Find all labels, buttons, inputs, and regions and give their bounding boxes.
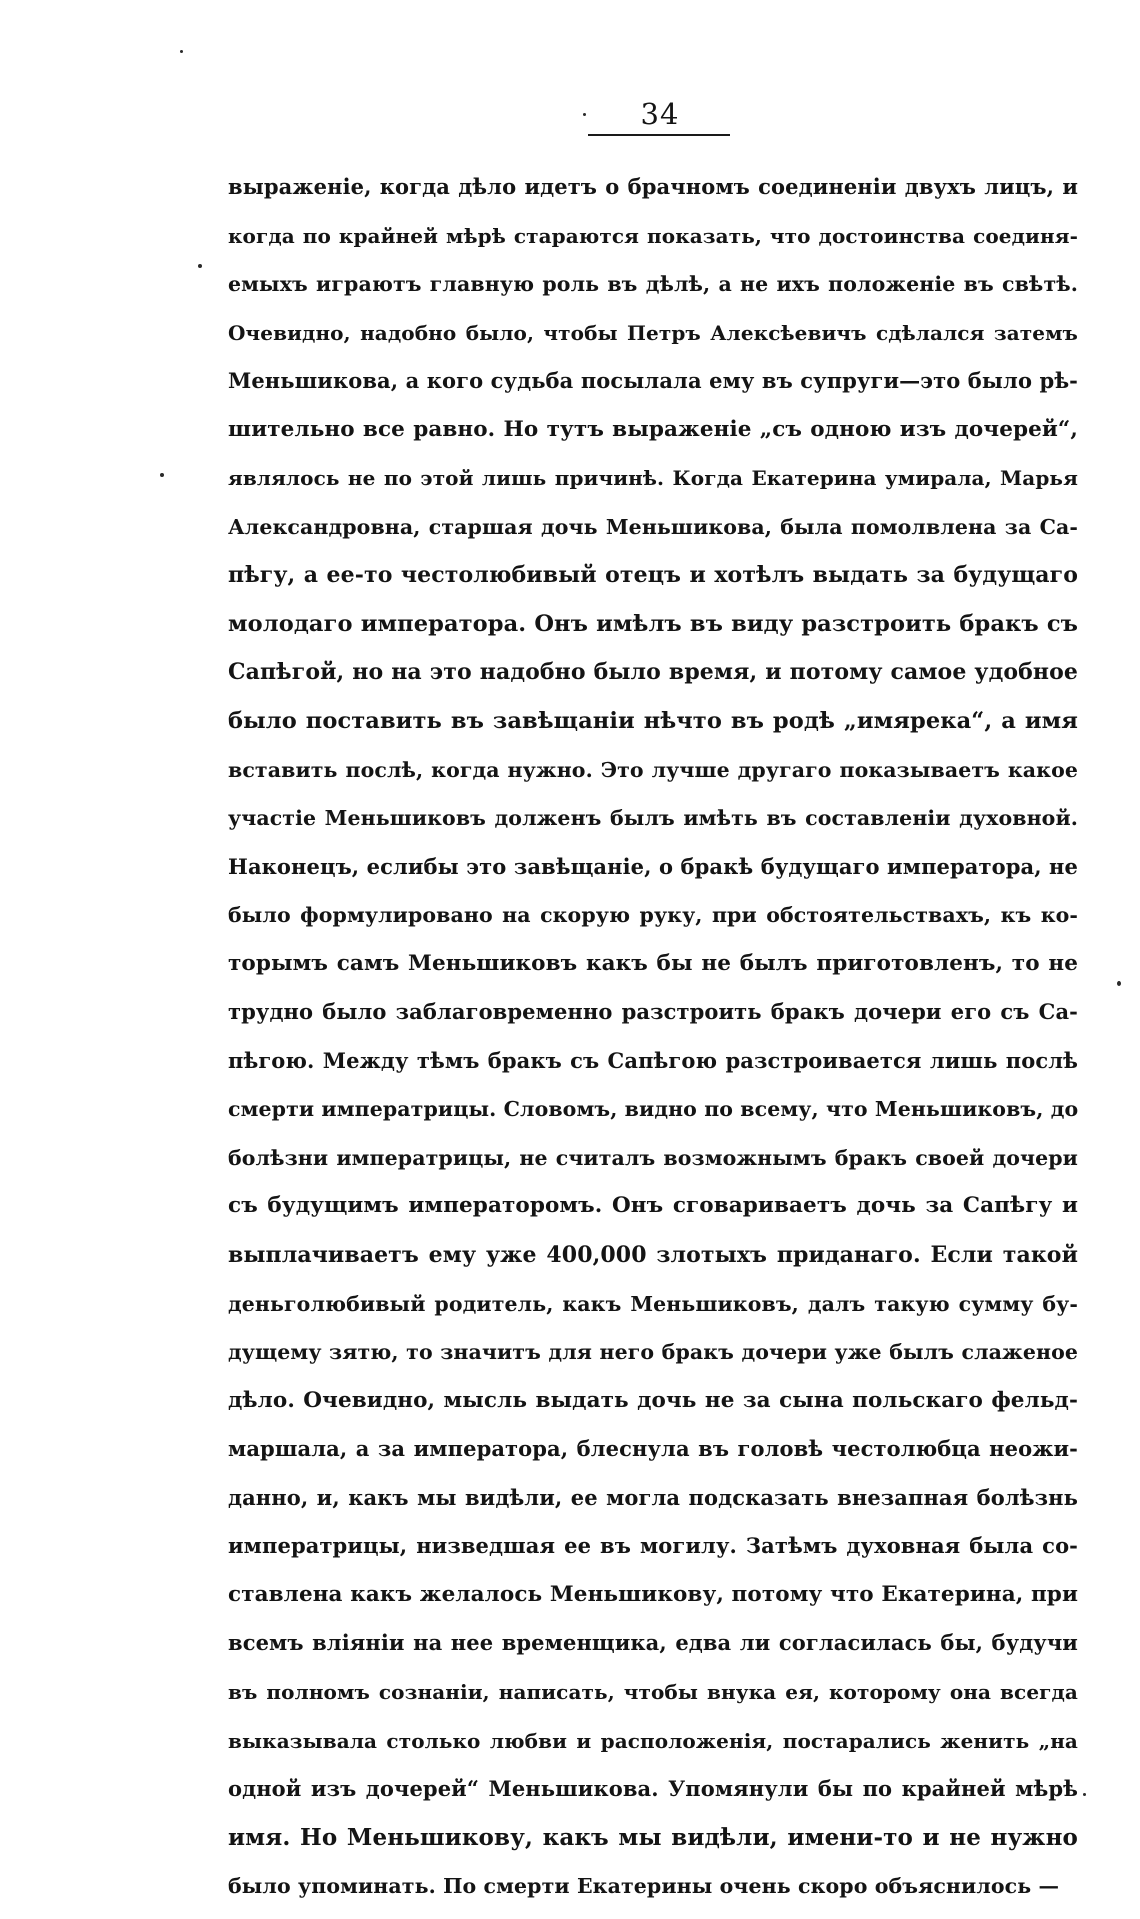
text-line: данно, и, какъ мы видѣли, ее могла подсказать внезапная болѣзнь xyxy=(228,1484,1078,1510)
text-line: дущему зятю, то значитъ для него бракъ дочери уже былъ слаженое xyxy=(228,1340,1078,1365)
text-line: молодаго императора. Онъ имѣлъ въ виду разстроить бракъ съ xyxy=(228,610,1078,637)
text-line: императрицы, низведшая ее въ могилу. Затѣмъ духовная была со- xyxy=(228,1533,1078,1559)
scan-speck xyxy=(1117,981,1121,986)
text-line: маршала, а за императора, блеснула въ головѣ честолюбца неожи- xyxy=(228,1436,1078,1462)
scan-speck xyxy=(583,113,586,116)
text-line: одной изъ дочерей“ Меньшикова. Упомянули бы по крайней мѣрѣ xyxy=(228,1776,1078,1802)
text-line: когда по крайней мѣрѣ стараются показать, что достоинства соединя- xyxy=(228,223,1078,248)
text-line: всемъ вліяніи на нее временщика, едва ли согласилась бы, будучи xyxy=(228,1630,1078,1656)
text-line: Александровна, старшая дочь Меньшикова, была помолвлена за Са- xyxy=(228,514,1078,539)
text-line: было упоминать. По смерти Екатерины очень скоро объяснилось — xyxy=(228,1874,1060,1899)
text-line: дѣло. Очевидно, мысль выдать дочь не за сына польскаго фельд- xyxy=(228,1387,1078,1413)
scan-speck xyxy=(198,264,202,268)
text-line: вставить послѣ, когда нужно. Это лучше другаго показываетъ какое xyxy=(228,757,1078,782)
text-line: ставлена какъ желалось Меньшикову, потому что Екатерина, при xyxy=(228,1581,1078,1607)
text-line: трудно было заблаговременно разстроить бракъ дочери его съ Са- xyxy=(228,999,1078,1025)
text-line: торымъ самъ Меньшиковъ какъ бы не былъ приготовленъ, то не xyxy=(228,950,1078,976)
text-line: деньголюбивый родитель, какъ Меньшиковъ, далъ такую сумму бу- xyxy=(228,1291,1078,1316)
text-line: Наконецъ, еслибы это завѣщаніе, о бракѣ будущаго императора, не xyxy=(228,853,1078,879)
scan-speck xyxy=(160,473,164,477)
text-line: являлось не по этой лишь причинѣ. Когда Екатерина умирала, Марья xyxy=(228,466,1078,491)
header-rule xyxy=(588,134,730,136)
text-line: шительно все равно. Но тутъ выраженіе „съ одною изъ дочерей“, xyxy=(228,416,1078,442)
text-line: пѣгу, а ее-то честолюбивый отецъ и хотѣлъ выдать за будущаго xyxy=(228,562,1078,589)
text-line: въ полномъ сознаніи, написать, чтобы внука ея, которому она всегда xyxy=(228,1679,1078,1704)
text-line: емыхъ играютъ главную роль въ дѣлѣ, а не ихъ положеніе въ свѣтѣ. xyxy=(228,272,1078,297)
text-line: было поставить въ завѣщаніи нѣчто въ родѣ „имярека“, а имя xyxy=(228,708,1078,735)
text-line: болѣзни императрицы, не считалъ возможнымъ бракъ своей дочери xyxy=(228,1145,1078,1170)
body-text xyxy=(228,163,1078,1911)
scan-speck xyxy=(1083,1793,1086,1796)
text-line: имя. Но Меньшикову, какъ мы видѣли, имени-то и не нужно xyxy=(228,1823,1078,1851)
text-line: выплачиваетъ ему уже 400,000 злотыхъ приданаго. Если такой xyxy=(228,1242,1078,1269)
text-line: Меньшикова, а кого судьба посылала ему въ супруги—это было рѣ- xyxy=(228,368,1078,394)
text-line: смерти императрицы. Словомъ, видно по всему, что Меньшиковъ, до xyxy=(228,1097,1079,1122)
text-line: выраженіе, когда дѣло идетъ о брачномъ соединеніи двухъ лицъ, и xyxy=(228,174,1078,199)
page-number: 34 xyxy=(640,97,680,131)
text-line: было формулировано на скорую руку, при обстоятельствахъ, къ ко- xyxy=(228,903,1078,928)
text-line: выказывала столько любви и расположенія, постарались женить „на xyxy=(228,1728,1078,1753)
text-line: участіе Меньшиковъ долженъ былъ имѣть въ составленіи духовной. xyxy=(228,806,1078,831)
scan-speck xyxy=(180,50,183,53)
text-line: пѣгою. Между тѣмъ бракъ съ Сапѣгою разстроивается лишь послѣ xyxy=(228,1047,1078,1073)
text-line: Очевидно, надобно было, чтобы Петръ Алексѣевичъ сдѣлался затемъ xyxy=(228,320,1078,345)
text-line: Сапѣгой, но на это надобно было время, и потому самое удобное xyxy=(228,659,1078,686)
text-line: съ будущимъ императоромъ. Онъ сговариваетъ дочь за Сапѣгу и xyxy=(228,1193,1078,1219)
